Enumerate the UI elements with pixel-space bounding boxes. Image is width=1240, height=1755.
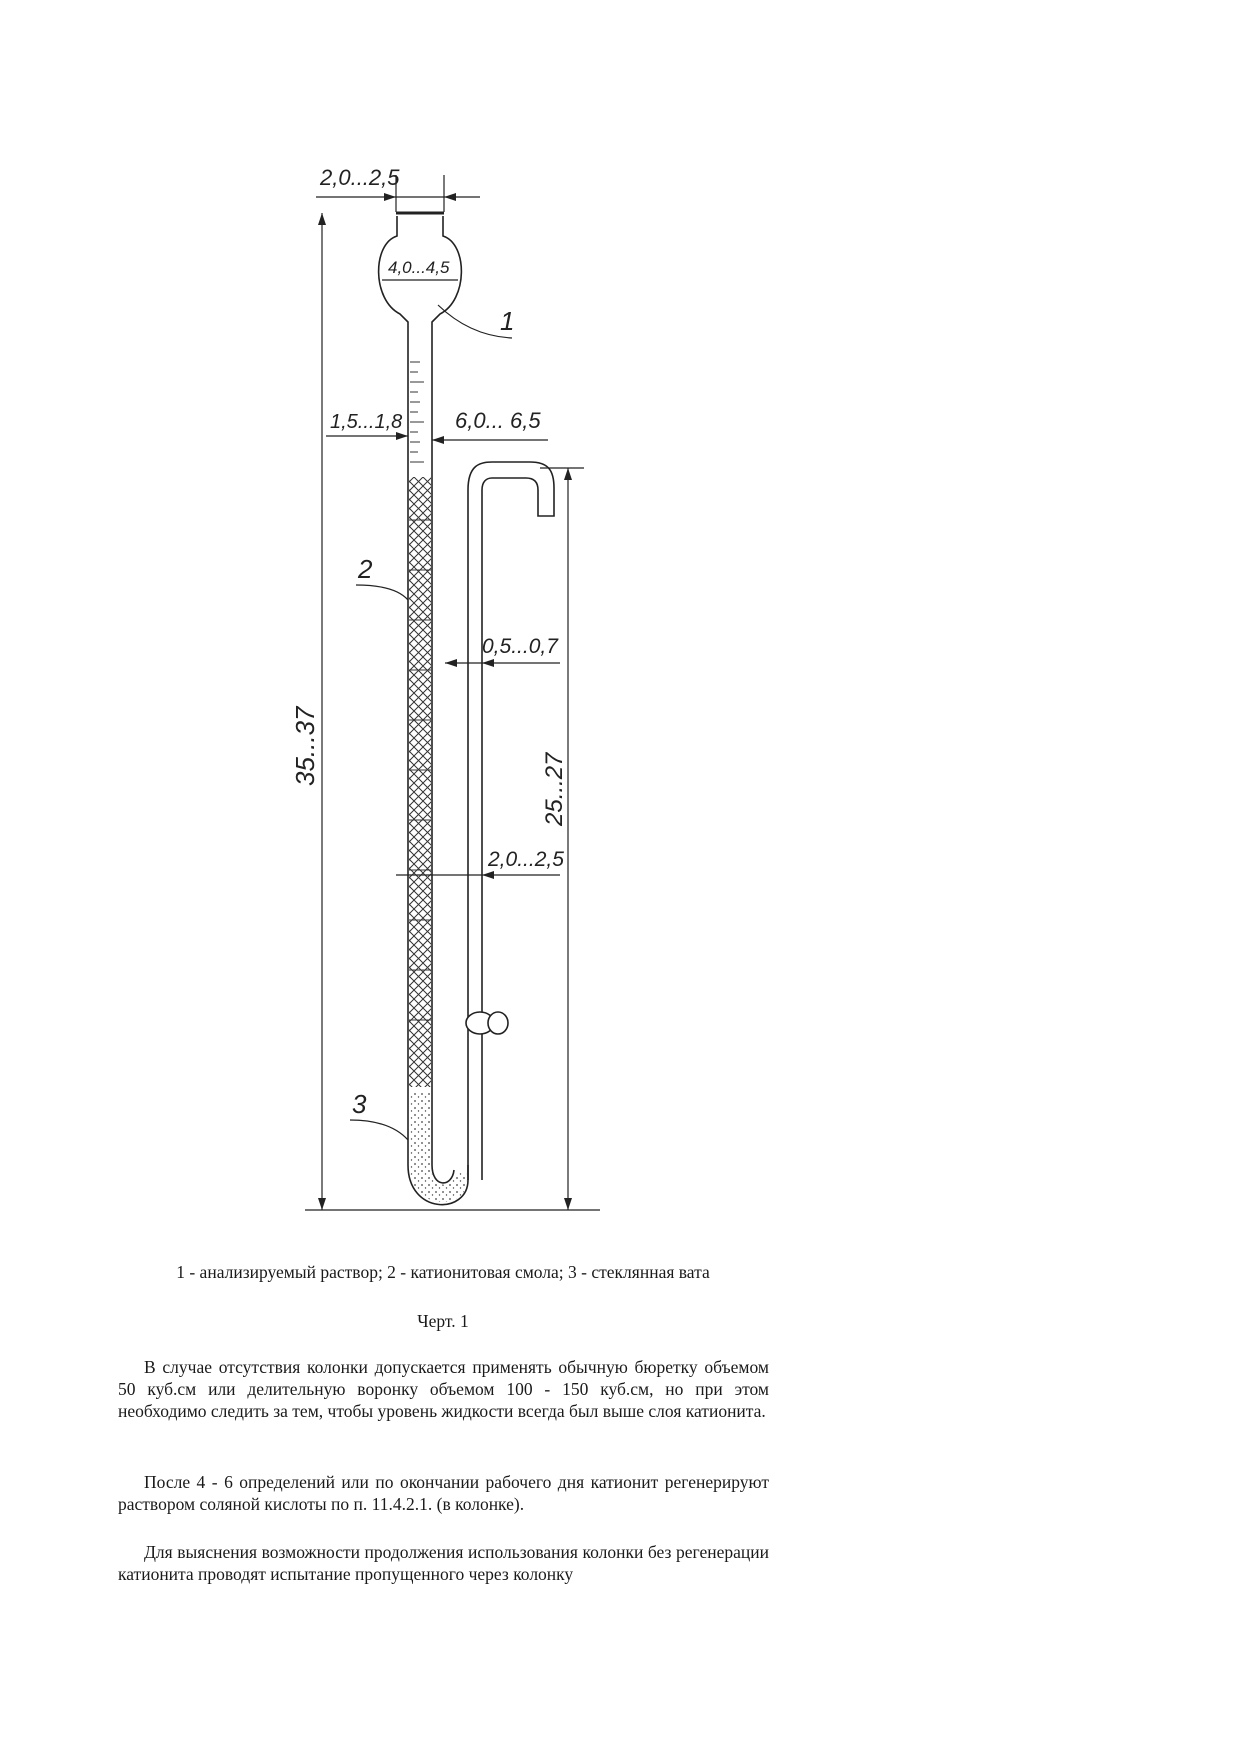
- dim-outlet-height: 25...27: [541, 752, 568, 826]
- figure-title: Черт. 1: [417, 1311, 469, 1331]
- dim-total-height: 35...37: [290, 706, 320, 786]
- paragraph-3: Для выяснения возможности продолжения использования колонки без регенерации катионита проводят испытание пропущенного через колонку: [118, 1542, 769, 1584]
- dim-outlet-outer: 2,0...2,5: [488, 848, 564, 871]
- dim-tube-diameter: 1,5...1,8: [330, 411, 403, 433]
- callout-1: 1: [500, 306, 515, 336]
- dim-outlet-inner: 0,5...0,7: [482, 635, 558, 658]
- paragraph-2: После 4 - 6 определений или по окончании рабочего дня катионит регенерируют раствором соляной кислоты по п. 11.4.2.1. (в колонке).: [118, 1472, 769, 1514]
- dim-bulb-diameter: 4,0...4,5: [388, 258, 450, 277]
- dim-tube-spacing: 6,0... 6,5: [455, 408, 541, 433]
- callout-2: 2: [358, 554, 373, 584]
- callout-3: 3: [352, 1089, 367, 1119]
- paragraph-1: В случае отсутствия колонки допускается применять обычную бюретку объемом 50 куб.см или делительную воронку объемом 100 - 150 куб.см, но при этом необходимо следить за тем, чтобы уровень жидкости всегда был выше слоя катионита.: [118, 1357, 769, 1421]
- figure-caption: 1 - анализируемый раствор; 2 - катионитовая смола; 3 - стеклянная вата: [176, 1262, 710, 1282]
- dim-top-width: 2,0...2,5: [320, 165, 400, 190]
